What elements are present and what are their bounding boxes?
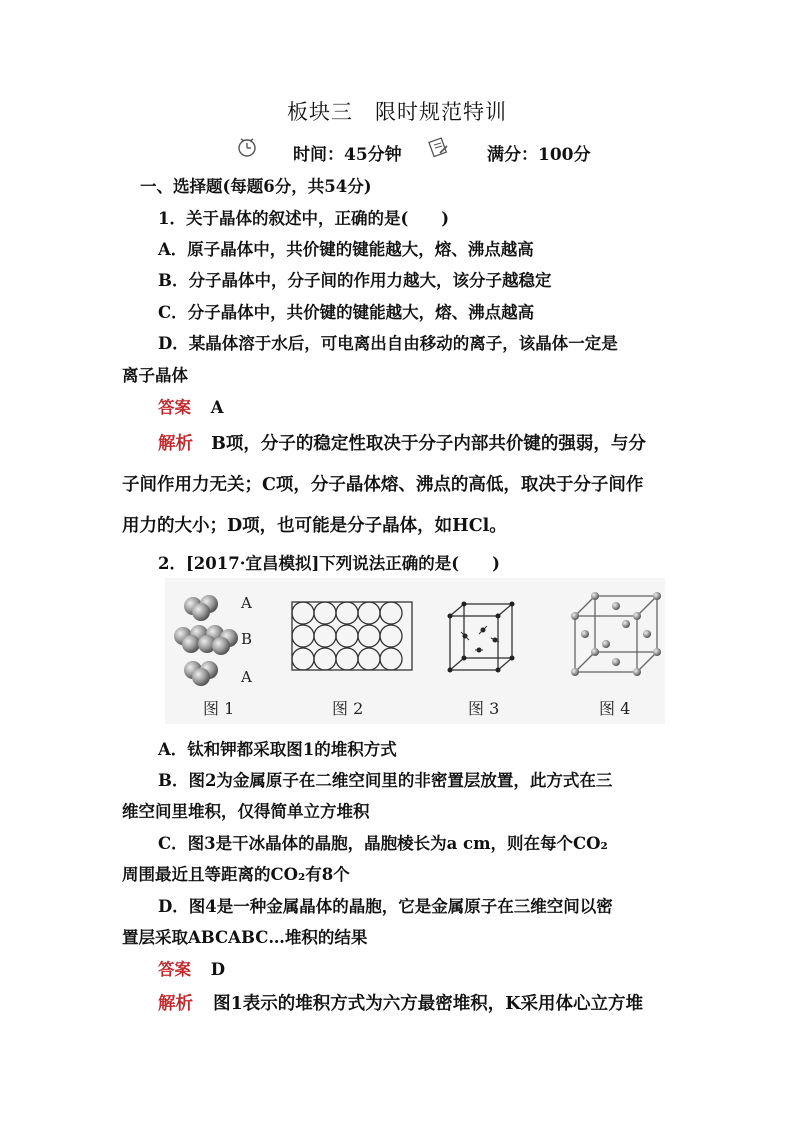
time-limit: 时间：45分钟: [293, 145, 402, 165]
q1-analysis-line1: 解析 B项，分子的稳定性取决于分子内部共价键的强弱，与分: [158, 434, 646, 454]
fig3-caption: 图 3: [468, 699, 500, 718]
q1-option-d-cont: 离子晶体: [122, 366, 188, 385]
fig4-caption: 图 4: [599, 699, 631, 718]
fig2-caption: 图 2: [332, 699, 364, 718]
answer-label: 答案: [158, 960, 191, 979]
q2-option-b: B．图2为金属原子在二维空间里的非密置层放置，此方式在三: [158, 771, 613, 790]
q1-option-b: B．分子晶体中，分子间的作用力越大，该分子越稳定: [158, 271, 552, 290]
analysis-label: 解析: [158, 434, 193, 454]
q2-analysis: 解析 图1表示的堆积方式为六方最密堆积，K采用体心立方堆: [158, 994, 643, 1014]
q1-stem: 1．关于晶体的叙述中，正确的是( ): [158, 209, 450, 228]
q2-option-a: A．钛和钾都采取图1的堆积方式: [158, 740, 397, 759]
q2-answer: [158, 956, 225, 980]
page-title: 板块三 限时规范特训: [287, 100, 507, 124]
layer-label-b: B: [241, 630, 253, 648]
fig1-stacking: [174, 595, 238, 686]
q1-analysis-line3: 用力的大小；D项，也可能是分子晶体，如HCl。: [122, 516, 507, 536]
layer-label-a-top: A: [241, 594, 252, 612]
crystal-figure: [165, 578, 665, 724]
clock-icon: [236, 136, 258, 158]
layer-label-a-bottom: A: [241, 668, 252, 686]
fig1-caption: 图 1: [203, 699, 235, 718]
answer-value: A: [210, 398, 224, 417]
q1-option-c: C．分子晶体中，共价键的键能越大，熔、沸点越高: [158, 303, 535, 322]
section-heading: 一、选择题(每题6分，共54分): [140, 177, 372, 196]
q2-option-c-cont: 周围最近且等距离的CO₂有8个: [122, 865, 350, 884]
q2-stem: 2．[2017·宜昌模拟]下列说法正确的是( ): [158, 554, 500, 573]
q1-answer: [158, 394, 224, 418]
fig3-dry-ice-cell: [448, 602, 515, 673]
analysis-label: 解析: [158, 994, 193, 1014]
q1-option-d: D．某晶体溶于水后，可电离出自由移动的离子，该晶体一定是: [158, 334, 618, 353]
answer-value: D: [210, 960, 226, 979]
paper-icon: [428, 136, 450, 158]
fig4-fcc-cell: [571, 592, 661, 676]
answer-label: 答案: [158, 398, 191, 417]
q2-option-d: D．图4是一种金属晶体的晶胞，它是金属原子在三维空间以密: [158, 897, 613, 916]
q1-option-a: A．原子晶体中，共价键的键能越大，熔、沸点越高: [158, 240, 534, 259]
q1-analysis-line2: 子间作用力无关；C项，分子晶体熔、沸点的高低，取决于分子间作: [122, 475, 644, 495]
full-score: 满分：100分: [487, 145, 591, 165]
fig2-square-layer: [292, 602, 412, 670]
q2-option-d-cont: 置层采取ABCABC…堆积的结果: [122, 928, 368, 947]
q2-option-b-cont: 维空间里堆积，仅得简单立方堆积: [122, 802, 370, 821]
q2-option-c: C．图3是干冰晶体的晶胞，晶胞棱长为a cm，则在每个CO₂: [158, 834, 608, 853]
